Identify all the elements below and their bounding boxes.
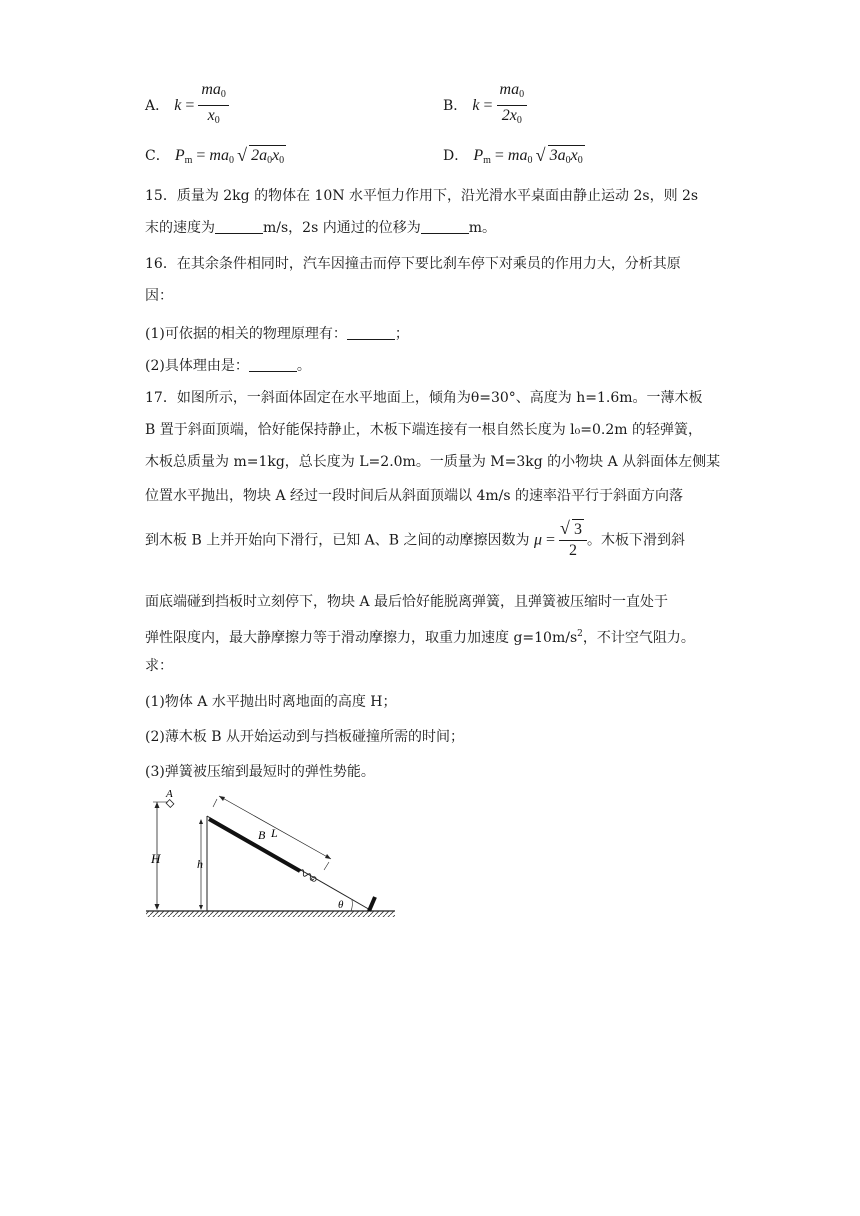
q16-sub2: (2)具体理由是： 。 <box>145 358 311 374</box>
q15-line1: 15．质量为 2kg 的物体在 10N 水平恒力作用下，沿光滑水平桌面由静止运动 2s，则 2s <box>145 188 699 204</box>
q15-line2: 末的速度为 m/s，2s 内通过的位移为 m。 <box>145 220 496 236</box>
q17-line7: 弹性限度内，最大静摩擦力等于滑动摩擦力，取重力加速度 $g=10m/s^2$，不计空气阻力。 <box>145 629 695 646</box>
label-A: A <box>166 788 173 800</box>
q17-line8: 求： <box>145 658 173 674</box>
option-c: C． $P_m = ma_0$ √ $2a_0x_0$ <box>145 145 286 166</box>
option-b: B． k = $\frac{ma_0}{2x_0}$ <box>443 80 527 131</box>
q17-line2: B 置于斜面顶端，恰好能保持静止，木板下端连接有一根自然长度为 l₀=0.2m 的轻弹簧， <box>145 422 702 438</box>
angle-theta <box>351 900 352 911</box>
option-a-label: A． <box>145 98 170 114</box>
label-theta: θ <box>338 899 344 911</box>
q16-line1: 16．在其余条件相同时，汽车因撞击而停下要比刹车停下对乘员的作用力大，分析其原 <box>145 256 681 272</box>
q17-line1: 17．如图所示，一斜面体固定在水平地面上，倾角为θ=30°、高度为 h=1.6m。一薄木板 <box>145 390 703 406</box>
q17-line3: 木板总质量为 m=1kg，总长度为 L=2.0m。一质量为 M=3kg 的小物块 A 从斜面体左侧某 <box>145 454 721 470</box>
q17-sub2: (2)薄木板 B 从开始运动到与挡板碰撞所需的时间； <box>145 729 465 745</box>
option-c-label: C． <box>145 148 170 164</box>
block-A <box>166 800 174 808</box>
q16-blank-reason[interactable] <box>249 357 297 372</box>
q16-sub1: (1)可依据的相关的物理原理有： ； <box>145 326 409 342</box>
option-a-lhs: k <box>174 97 182 114</box>
option-a-fraction: $\frac{ma_0}{x_0}$ <box>198 80 229 131</box>
q16-blank-principle[interactable] <box>347 325 395 340</box>
option-d-sqrt: √ $3a_0x_0$ <box>538 147 585 166</box>
q17-line4: 位置水平抛出，物块 A 经过一段时间后从斜面顶端以 4m/s 的速率沿平行于斜面方向落 <box>145 488 683 504</box>
label-L: L <box>271 826 278 840</box>
q15-blank-displacement[interactable] <box>421 219 469 234</box>
option-c-sqrt: √ $2a_0x_0$ <box>239 147 286 166</box>
board-B <box>209 819 300 871</box>
q17-sub3: (3)弹簧被压缩到最短时的弹性势能。 <box>145 764 375 780</box>
label-B: B <box>258 828 266 842</box>
q17-sub1: (1)物体 A 水平抛出时离地面的高度 H； <box>145 694 397 710</box>
barrier <box>369 897 375 911</box>
q16-line2: 因： <box>145 288 173 304</box>
option-b-fraction: $\frac{ma_0}{2x_0}$ <box>497 80 528 131</box>
option-a: A． k = $\frac{ma_0}{x_0}$ <box>145 80 229 131</box>
q17-line6: 面底端碰到挡板时立刻停下，物块 A 最后恰好能脱离弹簧，且弹簧被压缩时一直处于 <box>145 594 669 610</box>
ground <box>146 911 395 917</box>
mu-symbol: μ <box>533 531 542 549</box>
mu-fraction: √ $\frac{3}{2}$ <box>559 520 587 561</box>
option-d: D． $P_m = ma_0$ √ $3a_0x_0$ <box>443 145 585 166</box>
q17-line5: 到木板 B 上并开始向下滑行，已知 A、B 之间的动摩擦因数为 μ = √ $\frac{3}{2}$ 。木板下滑到斜 <box>145 520 685 561</box>
option-b-lhs: k <box>472 97 480 114</box>
option-b-label: B． <box>443 98 468 114</box>
label-h: h <box>197 857 203 871</box>
incline-figure <box>140 780 400 925</box>
q15-blank-velocity[interactable] <box>215 219 263 234</box>
label-H: H <box>151 851 161 866</box>
option-d-label: D． <box>443 148 469 164</box>
